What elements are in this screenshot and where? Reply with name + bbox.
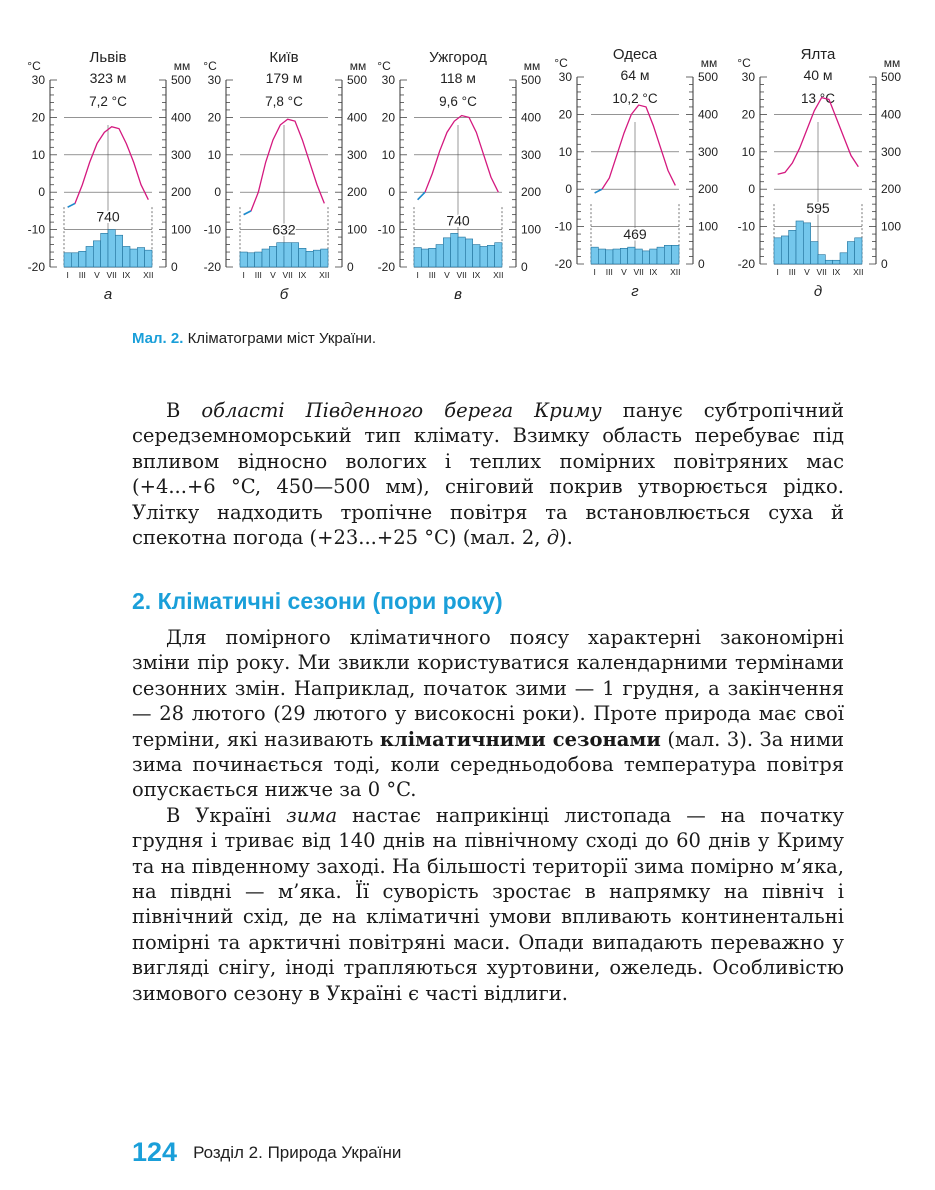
text: В Україні [166,803,287,827]
month-label: III [254,270,262,280]
chart-letter: г [631,283,639,300]
precip-tick-label: 100 [881,219,902,234]
precip-bar [291,243,298,267]
paragraph-seasons [132,625,844,1006]
precip-bar [628,247,635,264]
precip-tick-label: 500 [881,70,902,84]
temp-tick-label: 0 [565,182,572,197]
climatogram-3 [377,49,541,303]
precip-bar [480,246,487,267]
month-label: XII [853,267,864,277]
precip-bar [620,248,627,264]
precip-bar [414,248,421,267]
emphasis-term: зима [286,803,338,827]
precip-bar [833,260,840,264]
text: панує субтропічний середземноморський тип клімату. Взимку область перебуває під впливом відносно вологих і теплих помірних повітряних мас (+4...+6 °C, 450—500 мм), сніговий покрив утворюється рідко. Улітку надходить тропічне повітря та встановлюється суха й спекотна погода (+23...+25 °C) (мал. 2, [132,399,845,550]
precip-tick-label: 100 [347,222,368,237]
temp-tick-label: -10 [554,219,572,234]
precip-bar [672,245,679,264]
temperature-curve-negative [244,211,251,215]
month-label: III [788,267,796,277]
month-label: XII [493,270,504,280]
elevation: 64 м [620,67,650,83]
month-label: V [804,267,810,277]
precip-bar [240,252,247,267]
precip-bar [299,248,306,267]
precip-bar [855,238,862,264]
month-label: IX [472,270,481,280]
temp-tick-label: -20 [203,260,221,274]
temperature-curve-negative [418,192,425,199]
month-label: I [66,270,69,280]
precip-tick-label: 200 [881,182,902,197]
text: ). [559,526,573,550]
precip-bar [825,260,832,264]
temp-tick-label: 0 [38,185,45,200]
climatogram-5 [737,46,901,300]
text: (мал. 3). За ними зима починається тоді, коли середньодобова температура повітря опускається нижче за 0 °C. [132,727,844,802]
precip-bar [130,249,137,267]
precip-tick-label: 400 [521,110,542,125]
precip-unit: мм [700,56,718,70]
precip-total: 632 [272,221,296,238]
temp-tick-label: 20 [741,107,755,122]
month-label: V [621,267,627,277]
month-label: IX [649,267,658,277]
precip-tick-label: 500 [698,70,719,84]
precip-total: 740 [96,208,120,225]
precip-tick-label: 100 [698,219,719,234]
precip-bar [101,233,108,267]
precip-bar [137,248,144,267]
precip-bar [811,242,818,264]
temp-unit: °C [203,59,217,73]
precip-unit: мм [523,59,541,73]
precip-bar [642,251,649,264]
precip-tick-label: 200 [347,185,368,200]
month-label: VII [456,270,467,280]
precip-bar [313,250,320,267]
precip-bar [840,253,847,264]
temp-tick-label: -20 [377,260,395,274]
precip-bar [774,238,781,264]
month-label: V [94,270,100,280]
precip-bar [429,248,436,267]
precip-bar [606,250,613,264]
annual-temperature: 7,8 °C [265,94,303,109]
precip-bar [613,249,620,264]
precip-tick-label: 300 [171,147,192,162]
precip-tick-label: 400 [881,107,902,122]
precip-bar [71,253,78,267]
month-label: VII [816,267,827,277]
temp-tick-label: 10 [31,147,45,162]
month-label: IX [298,270,307,280]
precip-bar [591,247,598,264]
caption-label: Мал. 2. [132,330,184,347]
precip-tick-label: 500 [347,73,368,87]
precip-bar [781,236,788,264]
precip-tick-label: 0 [881,257,888,271]
precip-bar [269,246,276,267]
temp-tick-label: 0 [214,185,221,200]
precip-bar [796,221,803,264]
precip-bar [145,250,152,267]
page-footer [132,1137,401,1168]
precip-unit: мм [173,59,191,73]
precip-tick-label: 0 [171,260,178,274]
city-name: Ужгород [429,49,487,66]
precip-bar [108,230,115,267]
month-label: IX [122,270,131,280]
precip-tick-label: 0 [521,260,528,274]
temp-tick-label: 20 [31,110,45,125]
climatogram-1 [27,49,191,303]
text: В [166,399,202,422]
month-label: I [776,267,779,277]
precip-bar [436,245,443,267]
elevation: 179 м [265,70,303,86]
precip-bar [443,238,450,267]
temp-unit: °C [377,59,391,73]
temp-tick-label: 10 [558,144,572,159]
precip-tick-label: 100 [171,222,192,237]
precip-bar [421,249,428,267]
emphasis-term: області Південного берега Криму [201,399,602,422]
precip-tick-label: 500 [171,73,192,87]
section-title: Розділ 2. Природа України [193,1142,402,1162]
precip-unit: мм [349,59,367,73]
chart-letter: б [279,286,289,303]
temp-tick-label: 30 [381,73,395,87]
temp-tick-label: -20 [27,260,45,274]
temp-tick-label: 10 [741,144,755,159]
month-label: III [78,270,86,280]
annual-temperature: 10,2 °C [612,91,658,106]
temp-tick-label: -10 [27,222,45,237]
chart-letter: в [454,286,462,303]
precip-bar [255,252,262,267]
month-label: VII [633,267,644,277]
precip-bar [789,230,796,264]
precip-bar [487,245,494,267]
temp-tick-label: -20 [554,257,572,271]
climatograms-figure [0,0,935,320]
precip-tick-label: 400 [698,107,719,122]
figure-caption [132,330,376,347]
precip-bar [818,255,825,264]
temp-tick-label: 30 [31,73,45,87]
paragraph-crimea [132,398,844,550]
city-name: Ялта [800,46,836,63]
precip-tick-label: 200 [698,182,719,197]
precip-tick-label: 200 [521,185,542,200]
precip-bar [64,253,71,267]
temp-tick-label: 20 [381,110,395,125]
climatogram-4 [554,46,718,300]
temp-tick-label: -10 [377,222,395,237]
text: настає наприкінці листопада — на початку грудня і триває від 140 днів на північному сході до 60 днів у Криму та на південному заході. На більшості території зима помірно м’яка, на півдні — м’яка. Її суворість зростає в напрямку на північ і північний схід, де на кліматичні умови впливають континентальні помірні та арктичні повітряні маси. Опади випадають переважно у вигляді снігу, іноді трапляються хуртовини, ожеледь. Особливістю зимового сезону в Україні є часті відлиги. [132,803,844,1005]
temperature-curve-negative [68,203,75,207]
precip-bar [93,241,100,267]
caption-text: Кліматограми міст України. [183,330,377,347]
precip-total: 740 [446,212,470,229]
precip-total: 469 [623,226,647,243]
precip-unit: мм [883,56,901,70]
temp-tick-label: 10 [381,147,395,162]
month-label: III [428,270,436,280]
precip-bar [262,249,269,267]
emphasis-letter: д [546,526,560,550]
month-label: I [416,270,419,280]
precip-bar [458,237,465,267]
precip-bar [650,249,657,264]
bold-term: кліматичними сезонами [379,727,661,751]
precip-tick-label: 400 [347,110,368,125]
temp-tick-label: 20 [207,110,221,125]
precip-bar [86,246,93,267]
text: Для помірного кліматичного поясу характерні закономірні зміни пір року. Ми звикли користуватися календарними термінами сезонних змін. Наприклад, початок зими — 1 грудня, а закінчення — 28 лютого (29 лютого у високосні роки). Проте природа має свої терміни, які називають [132,626,844,751]
city-name: Київ [269,49,299,66]
temp-tick-label: 30 [558,70,572,84]
precip-total: 595 [806,199,830,216]
month-label: I [242,270,245,280]
temp-unit: °C [27,59,41,73]
temp-tick-label: -10 [737,219,755,234]
month-label: I [593,267,596,277]
precip-tick-label: 0 [347,260,354,274]
precip-tick-label: 300 [698,144,719,159]
precip-bar [495,243,502,267]
precip-bar [847,242,854,264]
precip-bar [115,235,122,267]
precip-tick-label: 300 [881,144,902,159]
climatogram-2 [203,49,367,303]
temp-unit: °C [554,56,568,70]
city-name: Одеса [612,46,658,63]
precip-tick-label: 200 [171,185,192,200]
annual-temperature: 9,6 °C [439,94,477,109]
precip-bar [321,249,328,267]
section-heading: 2. Кліматичні сезони (пори року) [132,588,503,614]
precip-bar [277,243,284,267]
temp-tick-label: 30 [207,73,221,87]
precip-tick-label: 300 [347,147,368,162]
precip-bar [657,247,664,264]
month-label: III [605,267,613,277]
temperature-curve-negative [595,189,602,193]
month-label: XII [319,270,330,280]
month-label: V [444,270,450,280]
precip-bar [465,239,472,267]
precip-bar [284,243,291,267]
precip-bar [635,249,642,264]
temp-tick-label: 0 [748,182,755,197]
precip-tick-label: 0 [698,257,705,271]
temp-tick-label: 10 [207,147,221,162]
city-name: Львів [89,49,127,66]
precip-bar [123,246,130,267]
annual-temperature: 13 °C [801,91,835,106]
precip-bar [664,245,671,264]
elevation: 40 м [803,67,833,83]
page-number: 124 [132,1137,178,1167]
temp-tick-label: 30 [741,70,755,84]
chart-letter: а [103,286,113,303]
precip-bar [451,233,458,267]
chart-letter: д [813,283,823,300]
temp-tick-label: 20 [558,107,572,122]
temp-tick-label: 0 [388,185,395,200]
elevation: 118 м [440,70,476,86]
temp-tick-label: -10 [203,222,221,237]
elevation: 323 м [89,70,127,86]
precip-bar [306,251,313,267]
precip-bar [598,249,605,264]
temp-unit: °C [737,56,751,70]
precip-tick-label: 300 [521,147,542,162]
temp-tick-label: -20 [737,257,755,271]
precip-tick-label: 500 [521,73,542,87]
month-label: XII [143,270,154,280]
precip-bar [79,251,86,267]
month-label: VII [106,270,117,280]
precip-bar [473,245,480,267]
month-label: XII [670,267,681,277]
month-label: IX [832,267,841,277]
precip-tick-label: 100 [521,222,542,237]
month-label: VII [282,270,293,280]
precip-tick-label: 400 [171,110,192,125]
precip-bar [247,253,254,267]
precip-bar [803,223,810,264]
annual-temperature: 7,2 °C [89,94,127,109]
month-label: V [270,270,276,280]
